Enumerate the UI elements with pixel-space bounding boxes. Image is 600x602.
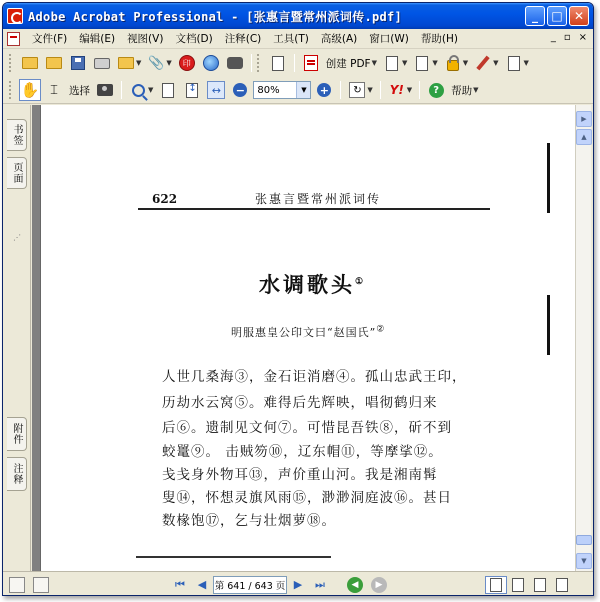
tab-bookmarks[interactable]: 书签: [7, 119, 27, 151]
tasks-button[interactable]: [267, 52, 289, 74]
menu-window[interactable]: 窗口(W): [369, 33, 409, 45]
poem-subtitle: 明服惠皇公印文曰“赵国氏”②: [231, 324, 385, 339]
sign-button[interactable]: [472, 52, 494, 74]
review-dropdown-icon[interactable]: ▼: [401, 59, 408, 67]
scroll-down-icon[interactable]: ▼: [576, 553, 592, 569]
email-button[interactable]: [115, 52, 137, 74]
stamp-button[interactable]: [176, 52, 198, 74]
hand-tool-icon: ✋: [20, 81, 40, 99]
sign-pen-icon: [476, 56, 489, 71]
zoom-in-button[interactable]: [313, 79, 335, 101]
zoom-tool-dropdown-icon[interactable]: ▼: [148, 86, 154, 94]
title-bar[interactable]: [3, 3, 593, 29]
poem-line: 蛟鼍⑨。 击贼笏⑩，辽东帽⑪，等摩挲⑫。: [162, 444, 443, 460]
advanced-editing-dropdown-icon[interactable]: ▼: [523, 59, 529, 67]
document-view[interactable]: [32, 105, 577, 571]
continuous-facing-layout-button[interactable]: [551, 576, 573, 594]
secure-button[interactable]: [442, 52, 464, 74]
previous-page-button[interactable]: [191, 576, 213, 594]
rotate-dropdown-icon[interactable]: ▼: [367, 86, 373, 94]
subtitle-footnote: ②: [376, 324, 385, 335]
lock-icon: [447, 60, 459, 71]
forms-dropdown-icon[interactable]: ▼: [432, 59, 438, 67]
menu-file[interactable]: 文件(F): [32, 33, 68, 45]
zoom-level-dropdown-icon[interactable]: ▼: [296, 82, 310, 98]
help-button[interactable]: 帮助: [451, 84, 473, 97]
toolbar-grip-2[interactable]: [257, 54, 261, 72]
doc-close-button[interactable]: ×: [578, 32, 587, 43]
zoom-in-icon: [132, 84, 145, 97]
rotate-icon: ↻: [349, 82, 365, 98]
scroll-thumb[interactable]: [576, 535, 592, 545]
fit-page-icon: [186, 83, 198, 98]
next-page-button[interactable]: [287, 576, 309, 594]
zoom-in-plus-icon: +: [317, 83, 331, 97]
facing-layout-button[interactable]: [529, 576, 551, 594]
page-number: 622: [152, 192, 178, 206]
search-binoculars-icon: [227, 57, 243, 69]
save-button[interactable]: [67, 52, 89, 74]
menu-view[interactable]: 视图(V): [127, 33, 164, 45]
forms-icon: [416, 56, 428, 71]
open-folder-icon: [22, 57, 38, 69]
actual-size-button[interactable]: [157, 79, 179, 101]
window-title: Adobe Acrobat Professional - [张惠言暨常州派词传.pdf]: [28, 9, 403, 24]
advanced-editing-button[interactable]: [503, 52, 525, 74]
last-page-button[interactable]: [309, 576, 331, 594]
review-icon: [386, 56, 398, 71]
actual-size-icon: [162, 83, 174, 98]
tab-comments[interactable]: 注释: [7, 457, 27, 491]
email-dropdown-icon[interactable]: ▼: [136, 59, 142, 67]
continuous-layout-button[interactable]: [507, 576, 529, 594]
fit-width-icon: ↔: [207, 81, 225, 99]
nav-grip-icon[interactable]: ⋰: [13, 233, 21, 242]
poem-title: 水调歌头①: [259, 272, 364, 297]
poem-line: 戋戋身外物耳⑬，声价重山河。我是湘南髯: [162, 467, 438, 483]
fit-width-button[interactable]: [205, 79, 227, 101]
document-menu-icon[interactable]: [7, 32, 20, 46]
menu-tools[interactable]: 工具(T): [273, 33, 309, 45]
create-pdf-button[interactable]: 创建 PDF: [325, 57, 371, 70]
maximize-button[interactable]: □: [547, 6, 567, 26]
create-pdf-dropdown-icon[interactable]: ▼: [371, 59, 377, 67]
vertical-scrollbar[interactable]: [575, 105, 591, 571]
hand-tool-button[interactable]: [19, 79, 41, 101]
doc-restore-button[interactable]: ▫: [563, 32, 571, 43]
zoom-out-button[interactable]: [229, 79, 251, 101]
single-page-icon: [490, 578, 502, 592]
yahoo-button[interactable]: [386, 79, 408, 101]
menu-comments[interactable]: 注释(C): [224, 33, 262, 45]
running-header: 张惠言暨常州派词传: [255, 192, 382, 206]
rotate-button[interactable]: [346, 79, 368, 101]
continuous-facing-icon: [556, 578, 568, 592]
previous-view-button[interactable]: [347, 577, 363, 593]
page-options-icon[interactable]: [33, 577, 49, 593]
yahoo-icon: Y!: [389, 83, 404, 97]
attach-button[interactable]: [145, 52, 167, 74]
select-tool-button[interactable]: 选择: [69, 84, 90, 97]
help-dropdown-icon[interactable]: ▼: [473, 86, 479, 94]
file-toolbar: [3, 50, 593, 76]
poem-line: 后⑥。遗制见文何⑦。可惜昆吾铁⑧，斫不到: [162, 420, 452, 436]
globe-icon: [203, 55, 219, 71]
tab-pages[interactable]: 页面: [7, 157, 27, 189]
navigation-pane: [3, 105, 31, 571]
create-pdf-icon-button[interactable]: [300, 52, 322, 74]
zoom-level-select[interactable]: [253, 81, 311, 99]
tasks-icon: [272, 56, 284, 71]
single-page-layout-button[interactable]: [485, 576, 507, 594]
snapshot-button[interactable]: [94, 79, 116, 101]
doc-minimize-button[interactable]: _: [550, 32, 556, 43]
back-arrow-icon: ◀: [351, 579, 359, 590]
header-rule: [138, 208, 490, 210]
minimize-button[interactable]: _: [525, 6, 545, 26]
poem-line: 数椽饱⑰，乞与壮烟萝⑱。: [162, 513, 336, 529]
next-page-icon: ▶: [293, 578, 303, 591]
poem-line: 人世几桑海③，金石讵消磨④。孤山忠武王印，: [162, 369, 467, 385]
last-page-icon: ⏭: [315, 577, 325, 591]
menu-edit[interactable]: 编辑(E): [79, 33, 116, 45]
open-button[interactable]: [19, 52, 41, 74]
page-number-field[interactable]: 第 641 / 643 页: [213, 576, 287, 594]
poem-title-footnote: ①: [355, 277, 364, 287]
menu-advanced[interactable]: 高级(A): [320, 33, 358, 45]
page-thumbnail-icon[interactable]: [9, 577, 25, 593]
status-bar: [3, 571, 593, 596]
forms-button[interactable]: [411, 52, 433, 74]
secure-dropdown-icon[interactable]: ▼: [462, 59, 469, 67]
yahoo-dropdown-icon[interactable]: ▼: [406, 86, 413, 94]
zoom-out-icon: −: [233, 83, 247, 97]
snapshot-camera-icon: [97, 84, 113, 96]
scroll-up-icon[interactable]: ▲: [576, 129, 592, 145]
pdf-page[interactable]: [40, 105, 577, 571]
help-icon: ?: [429, 83, 444, 98]
organizer-button[interactable]: [43, 52, 65, 74]
help-icon-button[interactable]: [425, 79, 447, 101]
review-button[interactable]: [381, 52, 403, 74]
advanced-editing-icon: [508, 56, 520, 71]
select-cursor-icon: ⌶: [50, 82, 58, 98]
close-button[interactable]: ✕: [569, 6, 589, 26]
stamp-icon: 印: [179, 55, 195, 71]
menu-document[interactable]: 文档(D): [175, 33, 213, 45]
paperclip-icon: 📎: [148, 55, 165, 71]
next-view-button[interactable]: [371, 577, 387, 593]
continuous-icon: [512, 578, 524, 592]
tab-attachments[interactable]: 附件: [7, 417, 27, 451]
attach-dropdown-icon[interactable]: ▼: [166, 59, 172, 67]
sign-dropdown-icon[interactable]: ▼: [493, 59, 499, 67]
organizer-folder-icon: [46, 57, 62, 69]
forward-arrow-icon: ▶: [375, 579, 383, 590]
first-page-icon: ⏮: [175, 577, 185, 591]
zoom-tool-button[interactable]: [127, 79, 149, 101]
save-disk-icon: [71, 56, 85, 70]
web-button[interactable]: [200, 52, 222, 74]
print-icon: [94, 58, 110, 69]
footnote-rule: [136, 556, 331, 558]
facing-icon: [534, 578, 546, 592]
poem-line: 历劫水云窝⑤。难得后先辉映，唱彻鹤归来: [162, 395, 438, 411]
acrobat-app-icon[interactable]: [7, 8, 23, 24]
create-pdf-icon: [304, 55, 318, 71]
select-tool-icon-button[interactable]: [43, 79, 65, 101]
toolbar-grip-3[interactable]: [9, 81, 13, 99]
toolbar-grip[interactable]: [9, 54, 13, 72]
poem-line: 叟⑭，怀想灵旗风雨⑮，渺渺洞庭波⑯。甚日: [162, 490, 452, 506]
scroll-split-icon[interactable]: ▶: [576, 111, 592, 127]
email-icon: [118, 57, 134, 69]
view-toolbar: [3, 77, 593, 104]
previous-page-icon: ◀: [197, 578, 207, 591]
menu-bar: [3, 29, 593, 49]
search-button[interactable]: [224, 52, 246, 74]
menu-help[interactable]: 帮助(H): [420, 33, 458, 45]
fit-page-button[interactable]: [181, 79, 203, 101]
first-page-button[interactable]: [169, 576, 191, 594]
zoom-level-value: 80%: [257, 84, 280, 96]
acrobat-window: [2, 2, 594, 596]
print-button[interactable]: [91, 52, 113, 74]
